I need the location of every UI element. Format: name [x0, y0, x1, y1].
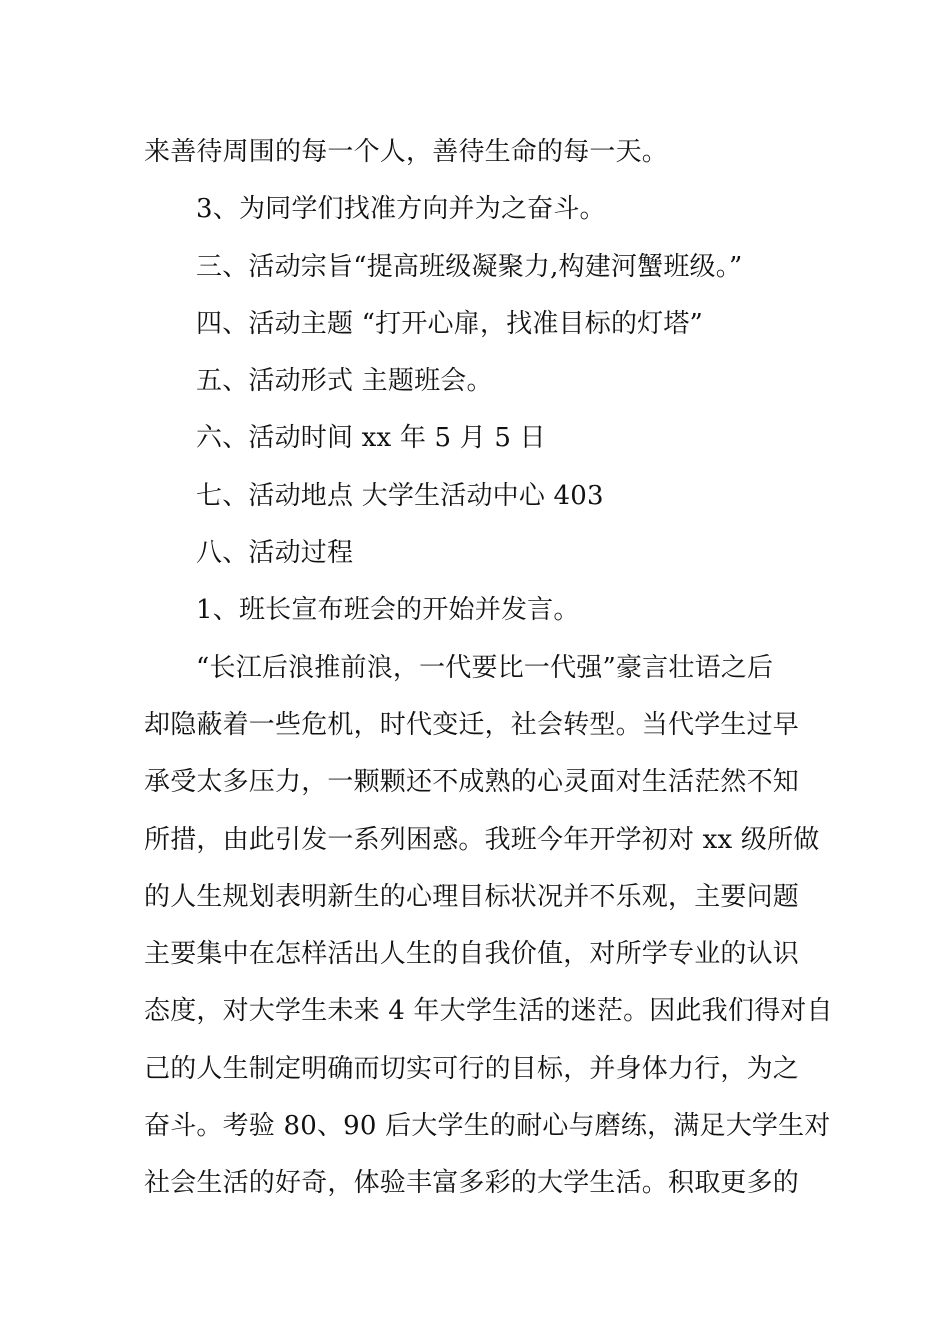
section-theme: 四、活动主题 “打开心扉，找准目标的灯塔” [196, 308, 704, 339]
paragraph-line: 奋斗。考验 80、90 后大学生的耐心与磨练，满足大学生对 [144, 1111, 831, 1142]
section-purpose: 三、活动宗旨“提高班级凝聚力,构建河蟹班级。” [196, 251, 743, 282]
section-format: 五、活动形式 主题班会。 [196, 366, 493, 397]
goal-item-3: 3、为同学们找准方向并为之奋斗。 [196, 194, 606, 225]
paragraph-line: 态度，对大学生未来 4 年大学生活的迷茫。因此我们得对自 [144, 996, 833, 1027]
process-step-1: 1、班长宣布班会的开始并发言。 [196, 595, 580, 626]
paragraph-line: “长江后浪推前浪，一代要比一代强”豪言壮语之后 [196, 652, 774, 683]
paragraph-line-1: 来善待周围的每一个人，善待生命的每一天。 [144, 137, 669, 167]
paragraph-line: 的人生规划表明新生的心理目标状况并不乐观，主要问题 [144, 881, 800, 912]
paragraph-line: 己的人生制定明确而切实可行的目标，并身体力行，为之 [144, 1053, 800, 1084]
section-time: 六、活动时间 xx 年 5 月 5 日 [196, 423, 546, 454]
document-body [144, 124, 833, 1213]
paragraph-line: 承受太多压力，一颗颗还不成熟的心灵面对生活茫然不知 [144, 767, 800, 798]
section-process-heading: 八、活动过程 [196, 538, 354, 569]
paragraph-line: 社会生活的好奇，体验丰富多彩的大学生活。积取更多的 [144, 1168, 800, 1199]
paragraph-line: 却隐蔽着一些危机，时代变迁，社会转型。当代学生过早 [144, 709, 800, 740]
section-location: 七、活动地点 大学生活动中心 403 [196, 480, 604, 511]
paragraph-line: 所措，由此引发一系列困惑。我班今年开学初对 xx 级所做 [144, 824, 820, 855]
paragraph-line: 主要集中在怎样活出人生的自我价值，对所学专业的认识 [144, 939, 800, 970]
